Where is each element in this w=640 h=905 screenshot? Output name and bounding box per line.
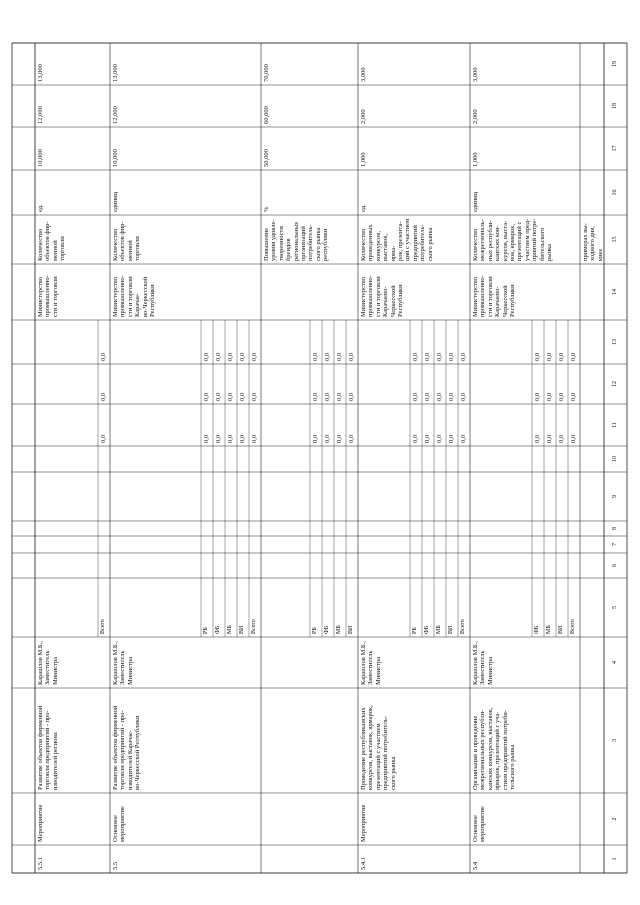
column-number-13: 13 — [612, 339, 618, 345]
funding-value: 0,0 — [100, 352, 107, 361]
column-number-15: 15 — [612, 236, 618, 243]
funding-value: 0,0 — [227, 352, 234, 361]
row-name: Проведение республиканских конкурсов, выставок, ярмарок, презентаций с участием предприятий потребитель- ского рынка — [360, 705, 397, 790]
funding-value: 0,0 — [239, 352, 246, 361]
funding-value: 0,0 — [312, 434, 319, 443]
row-id: 5.4.1 — [360, 857, 367, 870]
funding-value: 0,0 — [348, 392, 355, 401]
row-indicator: Количество межрегиональ- ных республи- канских кон- курсов, выста- вок, ярмарок, презентаций с участием пред- приятий потре- бительского рынка — [472, 218, 554, 261]
funding-source-label: МБ — [336, 625, 342, 634]
funding-value: 0,0 — [239, 434, 246, 443]
funding-value: 0,0 — [203, 434, 210, 443]
funding-value: 0,0 — [215, 352, 222, 361]
row-value-19: 3,000 — [472, 67, 479, 82]
continuation-indicator-text: примерах вы- ходного дня, кнее — [582, 223, 604, 261]
row-ministry: Министерство промышленно- сти и торговли Карачаево- Черкесской Республики — [472, 275, 517, 317]
row-value-17: 50,000 — [263, 149, 270, 167]
row-id — [261, 845, 358, 873]
column-number-5: 5 — [612, 606, 618, 609]
row-unit: единиц — [472, 191, 479, 212]
funding-value: 0,0 — [412, 392, 419, 401]
funding-value: 0,0 — [324, 352, 331, 361]
funding-value: 0,0 — [534, 434, 541, 443]
funding-value: 0,0 — [546, 352, 553, 361]
funding-value: 0,0 — [251, 352, 258, 361]
funding-source-label: ВИ — [239, 625, 245, 634]
funding-value: 0,0 — [534, 392, 541, 401]
funding-source-label: ВИ — [558, 625, 564, 634]
row-executor — [261, 637, 358, 688]
row-value-17: 1,000 — [360, 152, 367, 167]
row-type — [261, 793, 358, 845]
row-value-19: 13,000 — [112, 64, 119, 82]
row-id: 5.5 — [112, 861, 119, 870]
funding-source-label: ФБ — [534, 625, 540, 634]
funding-value: 0,0 — [324, 434, 331, 443]
row-ministry: Министерство промышленно- сти и торговли — [37, 275, 59, 317]
row-id: 5.5.1 — [37, 857, 44, 870]
funding-source-label: МБ — [436, 625, 442, 634]
row-indicator: Количество объектов фир- менной торговли — [37, 221, 67, 261]
funding-source-label: РБ — [203, 627, 209, 634]
funding-value: 0,0 — [424, 434, 431, 443]
funding-value: 0,0 — [448, 352, 455, 361]
funding-value: 0,0 — [251, 392, 258, 401]
funding-value: 0,0 — [460, 392, 467, 401]
funding-value: 0,0 — [100, 434, 107, 443]
funding-source-label: МБ — [227, 625, 233, 634]
column-number-6: 6 — [612, 564, 618, 567]
row-executor: Карашлов М.Б., Заместитель Министра — [112, 641, 134, 685]
funding-source-label: ВИ — [448, 625, 454, 634]
funding-value: 0,0 — [336, 434, 343, 443]
row-id: 5.4 — [472, 861, 479, 870]
row-value-18: 60,000 — [263, 106, 270, 124]
funding-value: 0,0 — [546, 392, 553, 401]
column-number-11: 11 — [612, 422, 618, 428]
column-number-16: 16 — [612, 189, 618, 196]
funding-value: 0,0 — [460, 352, 467, 361]
row-type: Основное мероприятие — [472, 806, 487, 842]
column-number-10: 10 — [612, 456, 618, 462]
column-number-14: 14 — [612, 289, 618, 295]
funding-source-label: РБ — [312, 627, 318, 634]
funding-value: 0,0 — [348, 352, 355, 361]
funding-source-label: РБ — [412, 627, 418, 634]
funding-value: 0,0 — [570, 352, 577, 361]
funding-value: 0,0 — [203, 392, 210, 401]
funding-value: 0,0 — [546, 434, 553, 443]
column-number-9: 9 — [612, 495, 618, 498]
column-number-4: 4 — [612, 661, 618, 664]
funding-value: 0,0 — [412, 352, 419, 361]
funding-value: 0,0 — [239, 392, 246, 401]
funding-source-label: ВИ — [348, 625, 354, 634]
row-name — [261, 688, 358, 793]
funding-source-label: ФБ — [324, 625, 330, 634]
row-executor: Карашлов М.Б., Заместитель Министра — [37, 641, 59, 685]
funding-value: 0,0 — [460, 434, 467, 443]
funding-value: 0,0 — [424, 392, 431, 401]
funding-value: 0,0 — [100, 392, 107, 401]
row-name: Развитие объектов фирменной торговли предприятий - про- изводителей Карачае- во-Черкесской Республики — [112, 705, 142, 790]
funding-value: 0,0 — [312, 392, 319, 401]
funding-source-label: Всего — [100, 619, 106, 634]
row-indicator: Количество проведенных конкурсов, выставок, ярма- рок, презента- ций с участием предприятий потребитель- ского рынка — [360, 218, 434, 261]
funding-value: 0,0 — [215, 434, 222, 443]
funding-value: 0,0 — [324, 392, 331, 401]
row-unit: ед. — [360, 204, 367, 212]
row-value-18: 12,000 — [112, 106, 119, 124]
row-value-19: 13,000 — [37, 64, 44, 82]
row-ministry: Министерство промышленно- сти и торговли Карачае- во-Черкесской Республики — [112, 275, 157, 317]
funding-source-label: ФБ — [424, 625, 430, 634]
funding-value: 0,0 — [336, 392, 343, 401]
row-type: Мероприятие — [37, 804, 44, 842]
row-ministry — [261, 264, 358, 320]
column-number-7: 7 — [612, 543, 618, 546]
column-number-19: 19 — [612, 61, 618, 67]
column-number-8: 8 — [612, 527, 618, 530]
funding-value: 0,0 — [534, 352, 541, 361]
row-ministry: Министерство промышленно- сти и торговли Карачаево- Черкесской Республики — [360, 275, 405, 317]
row-value-18: 2,000 — [360, 109, 367, 124]
row-value-17: 10,000 — [112, 149, 119, 167]
row-value-18: 2,000 — [472, 109, 479, 124]
column-number-12: 12 — [612, 381, 618, 387]
row-executor: Карашлов М.Б., Заместитель Министра — [360, 641, 382, 685]
row-unit: % — [263, 206, 270, 212]
row-name: Развитие объектов фирменной торговли предприятий - про- изводителей региона — [37, 705, 59, 790]
row-type: Основное мероприятие — [112, 806, 127, 842]
row-unit: единиц — [112, 191, 119, 212]
funding-source-label: Всего — [570, 619, 576, 634]
funding-value: 0,0 — [412, 434, 419, 443]
funding-source-label: МБ — [546, 625, 552, 634]
funding-value: 0,0 — [424, 352, 431, 361]
funding-value: 0,0 — [436, 352, 443, 361]
funding-value: 0,0 — [336, 352, 343, 361]
funding-value: 0,0 — [251, 434, 258, 443]
funding-value: 0,0 — [448, 434, 455, 443]
column-number-3: 3 — [612, 739, 618, 742]
column-number-2: 2 — [612, 817, 618, 821]
row-value-17: 1,000 — [472, 152, 479, 167]
funding-value: 0,0 — [436, 434, 443, 443]
funding-value: 0,0 — [348, 434, 355, 443]
column-number-17: 17 — [612, 145, 618, 152]
column-number-18: 18 — [612, 103, 618, 109]
funding-value: 0,0 — [312, 352, 319, 361]
funding-value: 0,0 — [558, 392, 565, 401]
row-type: Мероприятие — [360, 804, 367, 842]
funding-value: 0,0 — [558, 434, 565, 443]
row-name: Организация и проведение межрегиональных республи- канских конкурсов, выставок, ярмарок, презентаций с уча- стием предприятий потреби- тельского рынка — [472, 707, 517, 790]
funding-value: 0,0 — [570, 434, 577, 443]
row-value-18: 12,000 — [37, 106, 44, 124]
funding-value: 0,0 — [558, 352, 565, 361]
funding-source-label: Всего — [251, 619, 257, 634]
funding-value: 0,0 — [227, 434, 234, 443]
funding-value: 0,0 — [436, 392, 443, 401]
funding-source-label: Всего — [460, 619, 466, 634]
funding-value: 0,0 — [570, 392, 577, 401]
funding-value: 0,0 — [215, 392, 222, 401]
row-indicator: Количество объектов фир- менной торговли — [112, 221, 142, 261]
row-value-19: 3,000 — [360, 67, 367, 82]
row-value-19: 70,000 — [263, 64, 270, 82]
funding-source-label: ФБ — [215, 625, 221, 634]
funding-value: 0,0 — [448, 392, 455, 401]
column-number-1: 1 — [612, 857, 618, 861]
row-value-17: 10,000 — [37, 149, 44, 167]
row-executor: Карашлов М.Б., Заместитель Министра — [472, 641, 494, 685]
row-indicator: Повышение уровня удовле- творенности брендов региональных организаций потребитель- ского рынка республики — [263, 219, 330, 261]
row-unit: ед. — [37, 204, 44, 212]
funding-value: 0,0 — [203, 352, 210, 361]
funding-value: 0,0 — [227, 392, 234, 401]
